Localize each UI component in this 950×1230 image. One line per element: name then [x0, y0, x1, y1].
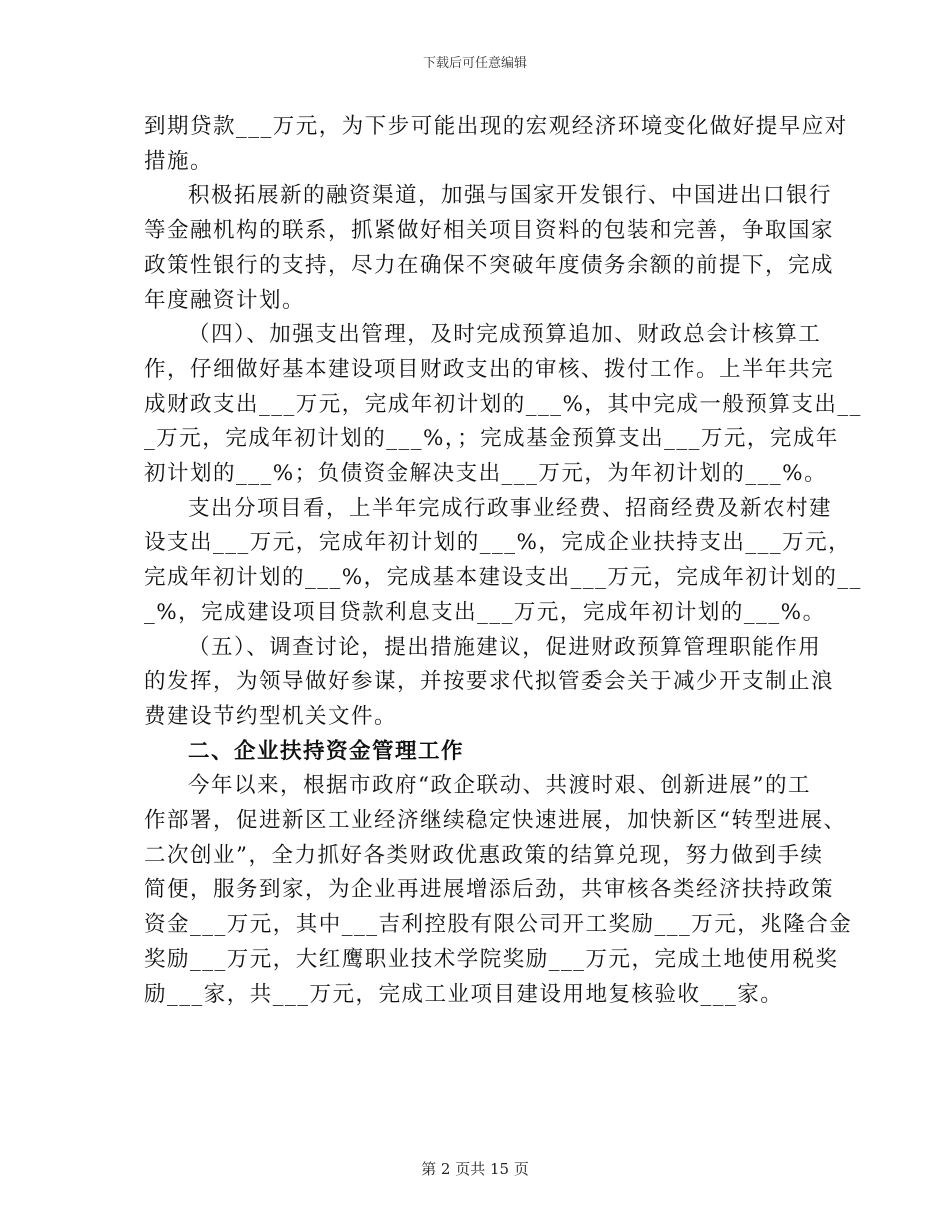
text-line: 措施。 — [144, 148, 214, 174]
text-line: （五）、调查讨论，提出措施建议，促进财政预算管理职能作用 — [188, 634, 822, 660]
text-line: 完成年初计划的___%，完成基本建设支出___万元，完成年初计划的__ — [144, 565, 862, 591]
page-header: 下载后可任意编辑 — [422, 56, 527, 71]
text-line: 初计划的___%；负债资金解决支出___万元，为年初计划的___%。 — [144, 461, 828, 486]
text-line: 政策性银行的支持，尽力在确保不突破年度债务余额的前提下，完成 — [144, 252, 835, 278]
text-line: 奖励___万元，大红鹰职业技术学院奖励___万元，完成土地使用税奖 — [144, 946, 839, 972]
text-line: （四）、加强支出管理，及时完成预算追加、财政总会计核算工 — [188, 322, 822, 348]
text-line: 资金___万元，其中___吉利控股有限公司开工奖励___万元，兆隆合金 — [144, 912, 853, 938]
text-line: 费建设节约型机关文件。 — [144, 703, 398, 729]
text-line: 成财政支出___万元，完成年初计划的___%，其中完成一般预算支出__ — [144, 391, 862, 417]
text-line: 二次创业”，全力抓好各类财政优惠政策的结算兑现，努力做到手续 — [144, 842, 824, 868]
text-line: 到期贷款___万元，为下步可能出现的宏观经济环境变化做好提早应对 — [144, 114, 848, 139]
text-line: 设支出___万元，完成年初计划的___%，完成企业扶持支出___万元， — [144, 530, 852, 556]
text-line: 作，仔细做好基本建设项目财政支出的审核、拨付工作。上半年共完 — [144, 356, 835, 382]
text-line: 励___家，共___万元，完成工业项目建设用地复核验收___家。 — [144, 981, 784, 1007]
text-line: 作部署，促进新区工业经济继续稳定快速进展，加快新区“转型进展、 — [144, 808, 847, 833]
text-line: 的发挥，为领导做好参谋，并按要求代拟管委会关于减少开支制止浪 — [144, 669, 835, 695]
text-line: 积极拓展新的融资渠道，加强与国家开发银行、中国进出口银行 — [188, 183, 833, 209]
page-footer: 第 2 页共 15 页 — [421, 1160, 529, 1178]
text-line: 简便，服务到家，为企业再进展增添后劲，共审核各类经济扶持政策 — [144, 877, 835, 903]
text-line: 等金融机构的联系，抓紧做好相关项目资料的包装和完善，争取国家 — [144, 218, 835, 244]
text-line: 今年以来，根据市政府“政企联动、共渡时艰、创新进展”的工 — [188, 773, 811, 799]
text-line: 支出分项目看，上半年完成行政事业经费、招商经费及新农村建 — [188, 495, 833, 521]
text-line: _%，完成建设项目贷款利息支出___万元，完成年初计划的___%。 — [144, 599, 826, 625]
section-heading: 二、企业扶持资金管理工作 — [188, 738, 465, 764]
text-line: _万元，完成年初计划的___%，；完成基金预算支出___万元，完成年 — [144, 426, 839, 452]
text-line: 年度融资计划。 — [144, 287, 306, 313]
